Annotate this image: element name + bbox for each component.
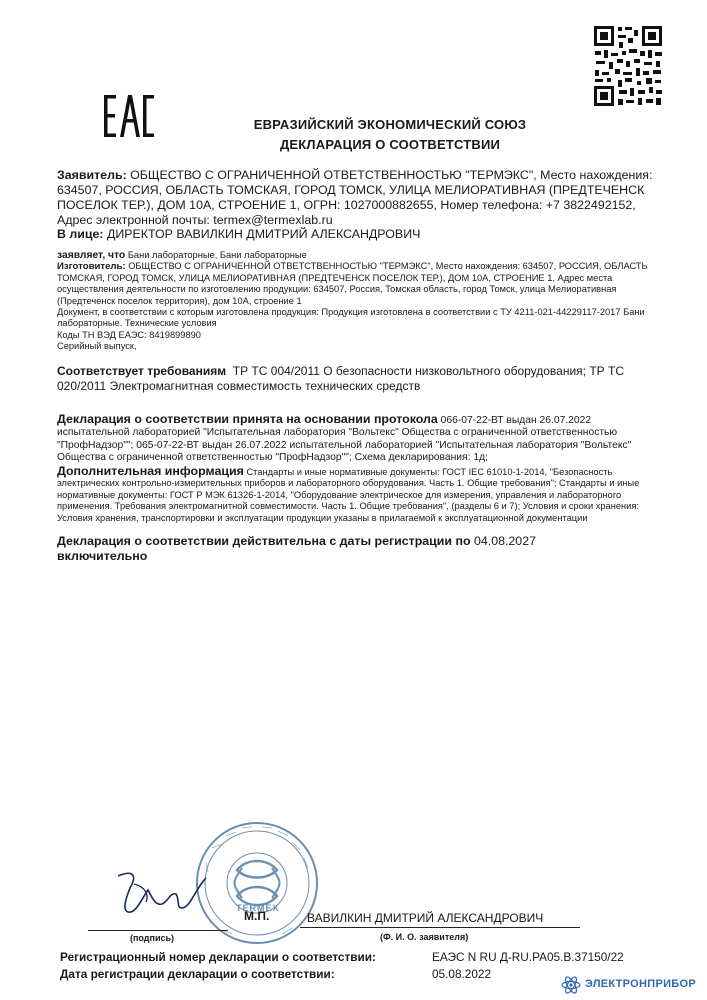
applicant-text: ОБЩЕСТВО С ОГРАНИЧЕННОЙ ОТВЕТСТВЕННОСТЬЮ "ТЕРМЭКС", Место нахождения: 634507, РОССИЯ, ОБЛАСТЬ ТОМСКАЯ, ГОРОД ТОМСК, УЛИЦА МЕЛИОРАТИВНАЯ (ПРЕДТЕЧЕНСК ПОСЕЛОК ТЕР.), ДОМ 10А, СТРОЕНИЕ 1, ОГРН: 1027000882655, Номер телефона: +7 3822492152, Адрес электронной почты: termex@termexlab.ru <box>57 168 653 227</box>
qr-code <box>592 24 664 108</box>
manufacturer-line <box>57 261 662 307</box>
page-title: ДЕКЛАРАЦИЯ О СООТВЕТСТВИИ <box>279 137 501 152</box>
person-text: ДИРЕКТОР ВАВИЛКИН ДМИТРИЙ АЛЕКСАНДРОВИЧ <box>106 227 421 241</box>
validity-block <box>57 534 657 564</box>
reg-date-value: 05.08.2022 <box>432 967 492 981</box>
requirements-text: ТР ТС 004/2011 О безопасности низковольтного оборудования; ТР ТС 020/2011 Электромагнитная совместимость технических средств <box>57 364 625 393</box>
applicant-label: Заявитель: <box>57 168 127 182</box>
additional-text: Стандарты и иные нормативные документы: ГОСТ IEC 61010-1-2014, "Безопасность электрических контрольно-измерительных приборов и лабораторного оборудования. Часть 1. Общие требования"; Стандарты и иные нормативные документы: ГОСТ Р МЭК 61326-1-2014, "Оборудование электрическое для измерения, управления и лабораторного применения. Требования электромагнитной совместимости. Часть 1. Общие требования", (разделы 6 и 7); Условия и сроки хранения: Условия хранения, транспортировки и эксплуатации продукции указаны в прилагаемой к эксплуатационной документации <box>57 467 640 523</box>
signature-mark <box>112 868 212 923</box>
signature-line <box>88 929 228 931</box>
person-block <box>57 227 657 242</box>
additional-block <box>57 466 662 524</box>
requirements-label: Соответствует требованиям <box>57 364 227 378</box>
requirements-block <box>57 364 657 394</box>
eac-logo <box>103 95 155 137</box>
protocol-text: 066-07-22-ВТ выдан 26.07.2022 испытательной лабораторией "Испытательная лаборатория "Вольтекс" Общества с ограниченной ответственностью "ПрофНадзор""; 065-07-22-ВТ выдан 26.07.2022 испытательной лабораторией "Испытательная лаборатория "Вольтекс" Общества с ограниченной ответственностью "ПрофНадзор""; Схема декларирования: 1д; <box>57 415 632 464</box>
reg-number-value: ЕАЭС N RU Д-RU.PA05.B.37150/22 <box>432 950 624 964</box>
manufacturer-text: ОБЩЕСТВО С ОГРАНИЧЕННОЙ ОТВЕТСТВЕННОСТЬЮ "ТЕРМЭКС", Место нахождения: 634507, РОССИЯ, ОБЛАСТЬ ТОМСКАЯ, ГОРОД ТОМСК, УЛИЦА МЕЛИОРАТИВНАЯ (ПРЕДТЕЧЕНСК ПОСЕЛОК ТЕР.), ДОМ 10А, СТРОЕНИЕ 1, Адрес места осуществления деятельности по изготовлению продукции: 634507, Россия, Томская область, город Томск, улица Мелиоративная (Предтеченск поселок территория), дом 10А, строение 1 <box>57 261 648 306</box>
protocol-block <box>57 413 662 465</box>
stamp-mp: М.П. <box>244 909 270 923</box>
applicant-name: ВАВИЛКИН ДМИТРИЙ АЛЕКСАНДРОВИЧ <box>307 911 544 925</box>
product-block <box>57 250 662 353</box>
validity-date: 04.08.2027 <box>473 534 536 548</box>
reg-date-label: Дата регистрации декларации о соответствии: <box>60 967 335 981</box>
reg-number-label: Регистрационный номер декларации о соответствии: <box>60 950 376 964</box>
validity-suffix: включительно <box>57 549 148 563</box>
additional-label: Дополнительная информация <box>57 464 244 478</box>
protocol-label: Декларация о соответствии принята на основании протокола <box>57 412 438 426</box>
validity-label: Декларация о соответствии действительна с даты регистрации по <box>57 534 471 548</box>
declares-text: Бани лабораторные, Бани лабораторные <box>127 250 307 260</box>
serial-line: Серийный выпуск, <box>57 341 137 352</box>
person-label: В лице: <box>57 227 104 241</box>
document-line: Документ, в соответствии с которым изготовлена продукция: Продукция изготовлена в соответствии с ТУ 4211-021-44229117-2017 Бани лабораторные. Технические условия <box>57 307 645 329</box>
name-line <box>300 927 580 928</box>
declares-line <box>57 250 662 261</box>
watermark-text: ЭЛЕКТРОНПРИБОР <box>585 978 697 990</box>
manufacturer-label: Изготовитель: <box>57 261 126 273</box>
declares-label: заявляет, что <box>57 250 126 261</box>
watermark <box>560 974 700 994</box>
applicant-block <box>57 168 657 228</box>
signature-caption: (подпись) <box>130 933 175 943</box>
stamp-brand: TERMEX <box>236 903 280 913</box>
codes-line: Коды ТН ВЭД ЕАЭС: 8419899890 <box>57 329 201 340</box>
union-title: ЕВРАЗИЙСКИЙ ЭКОНОМИЧЕСКИЙ СОЮЗ <box>253 117 527 132</box>
name-caption: (Ф. И. О. заявителя) <box>380 932 469 942</box>
atom-icon <box>560 974 582 996</box>
